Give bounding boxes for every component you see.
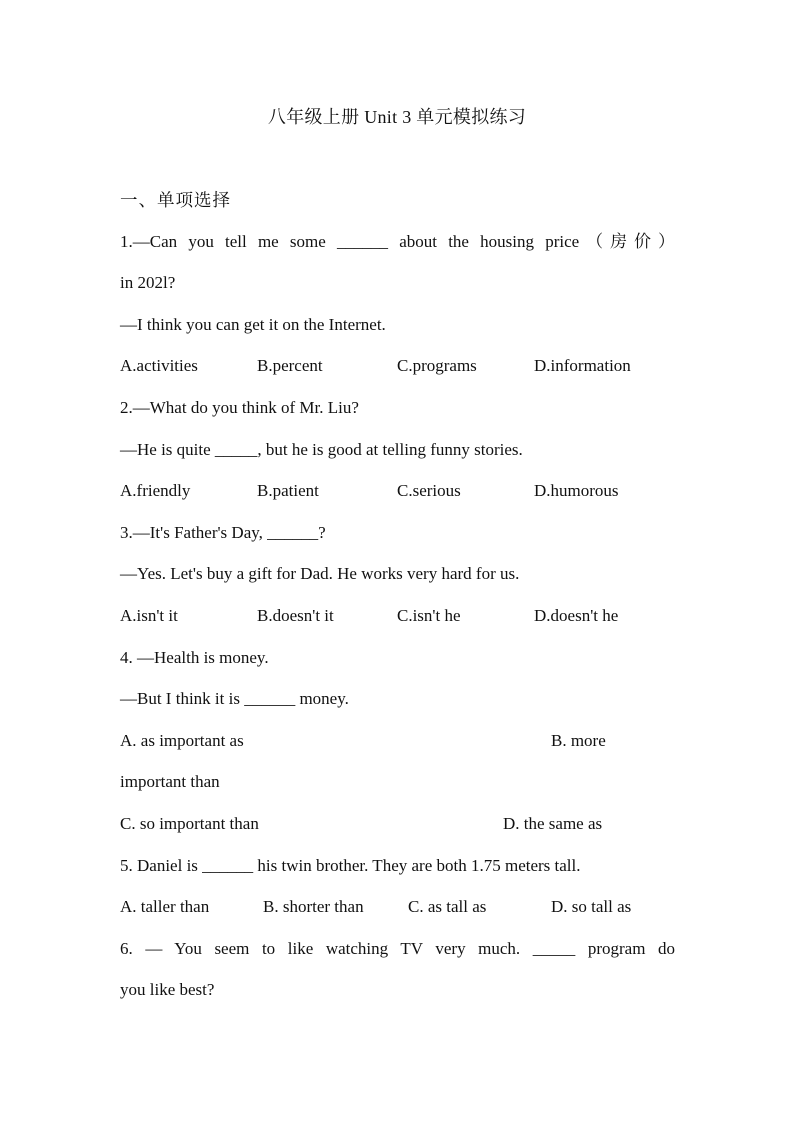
question-4-stem: 4. —Health is money. (120, 647, 269, 667)
question-4-option-b[interactable]: B. more (551, 730, 606, 750)
question-3-option-a[interactable]: A.isn't it (120, 605, 178, 625)
question-1-options (120, 354, 675, 396)
question-2-stem: 2.—What do you think of Mr. Liu? (120, 397, 359, 417)
question-5-option-b[interactable]: B. shorter than (263, 897, 364, 917)
question-5-options (120, 895, 675, 937)
question-1-option-d[interactable]: D.information (534, 356, 631, 376)
question-5-stem: 5. Daniel is ______ his twin brother. They are both 1.75 meters tall. (120, 855, 581, 875)
page-title: 八年级上册 Unit 3 单元模拟练习 (267, 107, 527, 127)
question-1-reply: —I think you can get it on the Internet. (120, 314, 386, 334)
question-2-options (120, 479, 675, 521)
question-4-reply: —But I think it is ______ money. (120, 689, 349, 709)
question-2-option-a[interactable]: A.friendly (120, 481, 191, 501)
question-1-stem: 1.—Can you tell me some ______ about the housing price（房价） (120, 231, 675, 251)
section-heading: 一、单项选择 (120, 190, 231, 210)
question-3-stem: 3.—It's Father's Day, ______? (120, 522, 326, 542)
question-4-option-a[interactable]: A. as important as (120, 730, 244, 750)
question-1-option-b[interactable]: B.percent (257, 356, 323, 376)
question-3-option-c[interactable]: C.isn't he (397, 605, 461, 625)
question-1-option-c[interactable]: C.programs (397, 356, 477, 376)
question-1-option-a[interactable]: A.activities (120, 356, 198, 376)
question-2-option-c[interactable]: C.serious (397, 481, 461, 501)
exercise-content (120, 188, 675, 1020)
question-4-option-d[interactable]: D. the same as (503, 813, 603, 833)
question-4-option-b-cont[interactable]: important than (120, 772, 220, 792)
question-2-reply: —He is quite _____, but he is good at telling funny stories. (120, 439, 523, 459)
question-5-option-a[interactable]: A. taller than (120, 897, 210, 917)
question-4-options-row-1 (120, 729, 675, 771)
question-3-option-d[interactable]: D.doesn't he (534, 605, 619, 625)
question-3-reply: —Yes. Let's buy a gift for Dad. He works very hard for us. (120, 564, 520, 584)
question-3-option-b[interactable]: B.doesn't it (257, 605, 334, 625)
question-1-stem-cont: in 202l? (120, 273, 176, 293)
question-5-option-c[interactable]: C. as tall as (408, 897, 487, 917)
question-2-option-b[interactable]: B.patient (257, 481, 319, 501)
question-4-options-row-2 (120, 812, 675, 854)
question-6-stem-cont: you like best? (120, 980, 215, 1000)
question-4-option-c[interactable]: C. so important than (120, 813, 259, 833)
question-3-options (120, 604, 675, 646)
question-2-option-d[interactable]: D.humorous (534, 481, 619, 501)
question-5-option-d[interactable]: D. so tall as (551, 897, 632, 917)
question-6-stem: 6. — You seem to like watching TV very much. _____ program do (120, 938, 675, 958)
